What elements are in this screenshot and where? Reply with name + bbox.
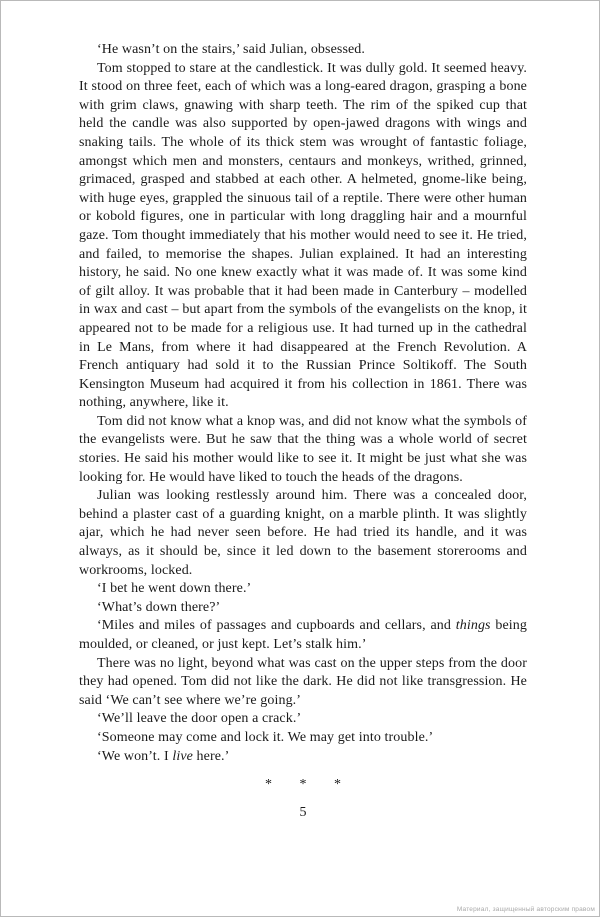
paragraph-text: ‘We’ll leave the door open a crack.’ (97, 711, 302, 727)
paragraph-text: ‘What’s down there?’ (97, 599, 221, 615)
paragraph-text: being moulded, or cleaned, or just kept. Let’s stalk him.’ (79, 618, 527, 652)
paragraph-text: ‘I bet he went down there.’ (97, 581, 252, 597)
paragraph (79, 729, 527, 748)
section-separator: * * * (265, 777, 341, 793)
paragraph-text: Tom did not know what a knop was, and did not know what the symbols of the evangelists were. But he saw that the thing was a whole world of secret stories. He said his mother would like to see it. It might be just what she was looking for. He would have liked to touch the heads of the dragons. (79, 413, 527, 485)
paragraph-text-italic: live (172, 748, 193, 764)
paragraph (79, 599, 527, 618)
paragraph-text: Julian was looking restlessly around him. There was a concealed door, behind a plaster cast of a guarding knight, on a marble plinth. It was slightly ajar, which he had never seen before. He had tried its handle, and it was always, as it should be, since it led down to the basement storerooms and workrooms, locked. (79, 488, 527, 578)
paragraph-text: Tom stopped to stare at the candlestick. It was dully gold. It seemed heavy. It stood on three feet, each of which was a long-eared dragon, grasping a bone with grim claws, gnawing with sharp teeth. The rim of the spiked cup that held the candle was also supported by open-jawed dragons with wings and snaking tails. The whole of its thick stem was wrought of fantastic foliage, amongst which men and monsters, centaurs and monkeys, writhed, grinned, grimaced, grasped and stabbed at each other. A helmeted, gnome-like being, with huge eyes, grappled the sinuous tail of a reptile. There were other human or kobold figures, one in particular with long draggling hair and a mournful gaze. Tom thought immediately that his mother would need to see it. He tried, and failed, to memorise the shapes. Julian explained. It had an interesting history, he said. No one knew exactly what it was made of. It was some kind of gilt alloy. It was probable that it had been made in Canterbury – modelled in wax and cast – but apart from the symbols of the evangelists on the knop, it appeared not to be made for a religious use. It had turned up in the cathedral in Le Mans, from where it had disappeared at the French Revolution. A French antiquary had sold it to the Russian Prince Soltikoff. The South Kensington Museum had acquired it from his collection in 1861. There was nothing, anywhere, like it. (79, 60, 527, 411)
paragraph (79, 413, 527, 487)
paragraph-text: ‘Someone may come and lock it. We may get into trouble.’ (97, 729, 434, 745)
paragraph-text: ‘We won’t. I (97, 748, 173, 764)
text-block (1, 1, 599, 821)
paragraph-text: ‘He wasn’t on the stairs,’ said Julian, obsessed. (97, 42, 366, 57)
paragraph (79, 60, 527, 413)
paragraph (79, 655, 527, 711)
paragraph (79, 580, 527, 599)
paragraph (79, 710, 527, 729)
paragraph-text-italic: things (455, 618, 491, 634)
paragraph (79, 487, 527, 580)
page-number: 5 (299, 805, 307, 821)
paragraph-text: There was no light, beyond what was cast on the upper steps from the door they had opened. Tom did not like the dark. He did not like transgression. He said ‘We can’t see where we’re going.’ (79, 655, 527, 708)
paragraph (79, 41, 527, 60)
paragraph-text: here.’ (192, 748, 230, 764)
paragraph (79, 748, 527, 767)
paragraph (79, 617, 527, 654)
paragraph-text: ‘Miles and miles of passages and cupboards and cellars, and (97, 618, 456, 634)
copyright-watermark: Материал, защищенный авторским правом (456, 906, 595, 913)
